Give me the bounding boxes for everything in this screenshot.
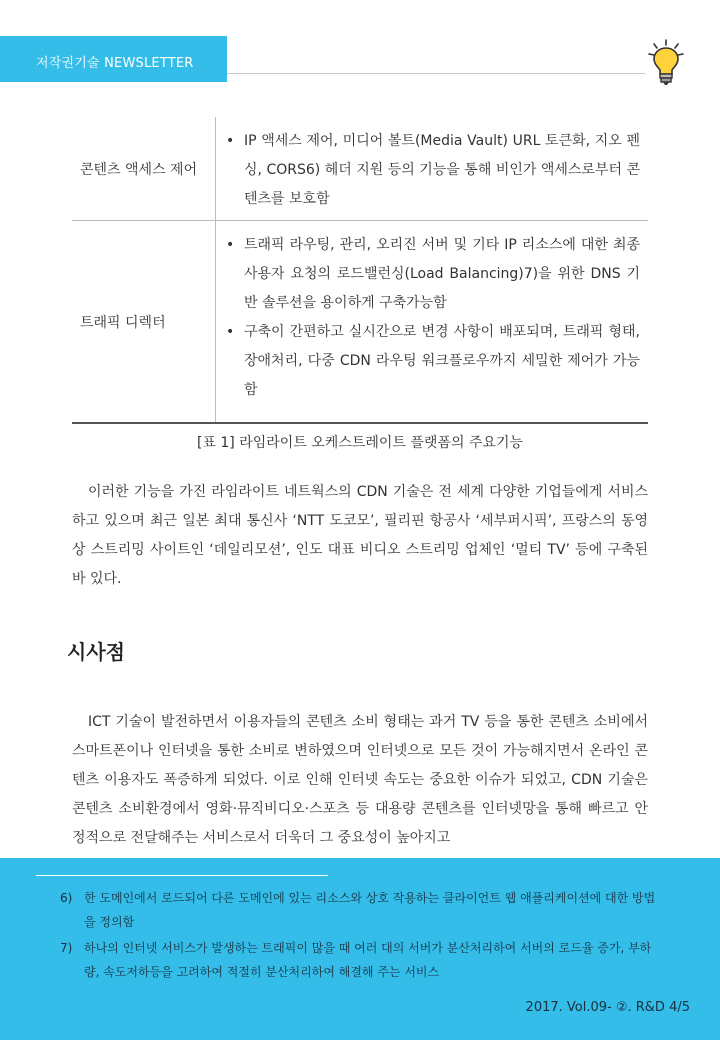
row-content — [216, 117, 648, 220]
table-caption: [표 1] 라임라이트 오케스트레이트 플랫폼의 주요기능 — [196, 435, 524, 451]
section-title: 시사점 — [67, 640, 125, 664]
list-item: • 트래픽 라우팅, 관리, 오리진 서버 및 기타 IP 리소스에 대한 최종 사용자 요청의 로드밸런싱(Load Balancing)7)을 위한 DNS 기반 솔루션을 용이하게 구축가능함 — [226, 231, 640, 318]
bullet-icon: • — [226, 237, 235, 253]
bullet-icon: • — [226, 133, 235, 149]
list-item: • 구축이 간편하고 실시간으로 변경 사항이 배포되며, 트래픽 형태,장애처리, 다중 CDN 라우팅 워크플로우까지 세밀한 제어가 가능함 — [226, 318, 640, 405]
table-row — [72, 117, 648, 221]
footnote-number: 6) — [60, 891, 73, 905]
footnote-number: 7) — [60, 941, 73, 955]
header-divider — [227, 73, 645, 74]
row-label: 트래픽 디렉터 — [72, 221, 216, 422]
footnote — [60, 886, 660, 934]
page-number: 2017. Vol.09- ②. R&D 4/5 — [525, 1000, 690, 1015]
footnote-divider — [36, 875, 328, 876]
row-label: 콘텐츠 액세스 제어 — [72, 117, 216, 220]
features-table — [72, 117, 648, 424]
list-item: • IP 액세스 제어, 미디어 볼트(Media Vault) URL 토큰화, 지오 펜싱, CORS6) 헤더 지원 등의 기능을 통해 비인가 액세스로부터 콘텐츠를 보호함 — [226, 127, 640, 214]
lightbulb-icon — [646, 38, 686, 86]
row-content — [216, 221, 648, 422]
footnote-text: 하나의 인터넷 서비스가 발생하는 트래픽이 많을 때 여러 대의 서버가 분산처리하여 서버의 로드율 증가, 부하량, 속도저하등을 고려하여 적절히 분산처리하여 해결해 주는 서비스 — [84, 941, 652, 979]
table-row — [72, 221, 648, 424]
bullet-icon: • — [226, 324, 235, 340]
footnote — [60, 936, 660, 984]
newsletter-title: 저작권기술 NEWSLETTER — [36, 56, 194, 71]
footnote-text: 한 도메인에서 로드되어 다른 도메인에 있는 리소스와 상호 작용하는 클라이언트 웹 애플리케이션에 대한 방법을 정의함 — [84, 891, 656, 929]
body-paragraph: ICT 기술이 발전하면서 이용자들의 콘텐츠 소비 형태는 과거 TV 등을 통한 콘텐츠 소비에서 스마트폰이나 인터넷을 통한 소비로 변하였으며 인터넷으로 모든 것이 가능해지면서 온라인 콘텐츠 이용자도 폭증하게 되었다. 이로 인해 인터넷 속도는 중요한 이슈가 되었고, CDN 기술은 콘텐츠 소비환경에서 영화·뮤직비디오·스포츠 등 대용량 콘텐츠를 인터넷망을 통해 빠르고 안정적으로 전달해주는 서비스로서 더욱더 그 중요성이 높아지고 — [72, 714, 648, 846]
body-paragraph: 이러한 기능을 가진 라임라이트 네트웍스의 CDN 기술은 전 세계 다양한 기업들에게 서비스하고 있으며 최근 일본 최대 통신사 ‘NTT 도코모’, 필리핀 항공사 ‘세부퍼시픽’, 프랑스의 동영상 스트리밍 사이트인 ‘데일리모션’, 인도 대표 비디오 스트리밍 업체인 ‘멀티 TV’ 등에 구축된 바 있다. — [72, 484, 648, 587]
